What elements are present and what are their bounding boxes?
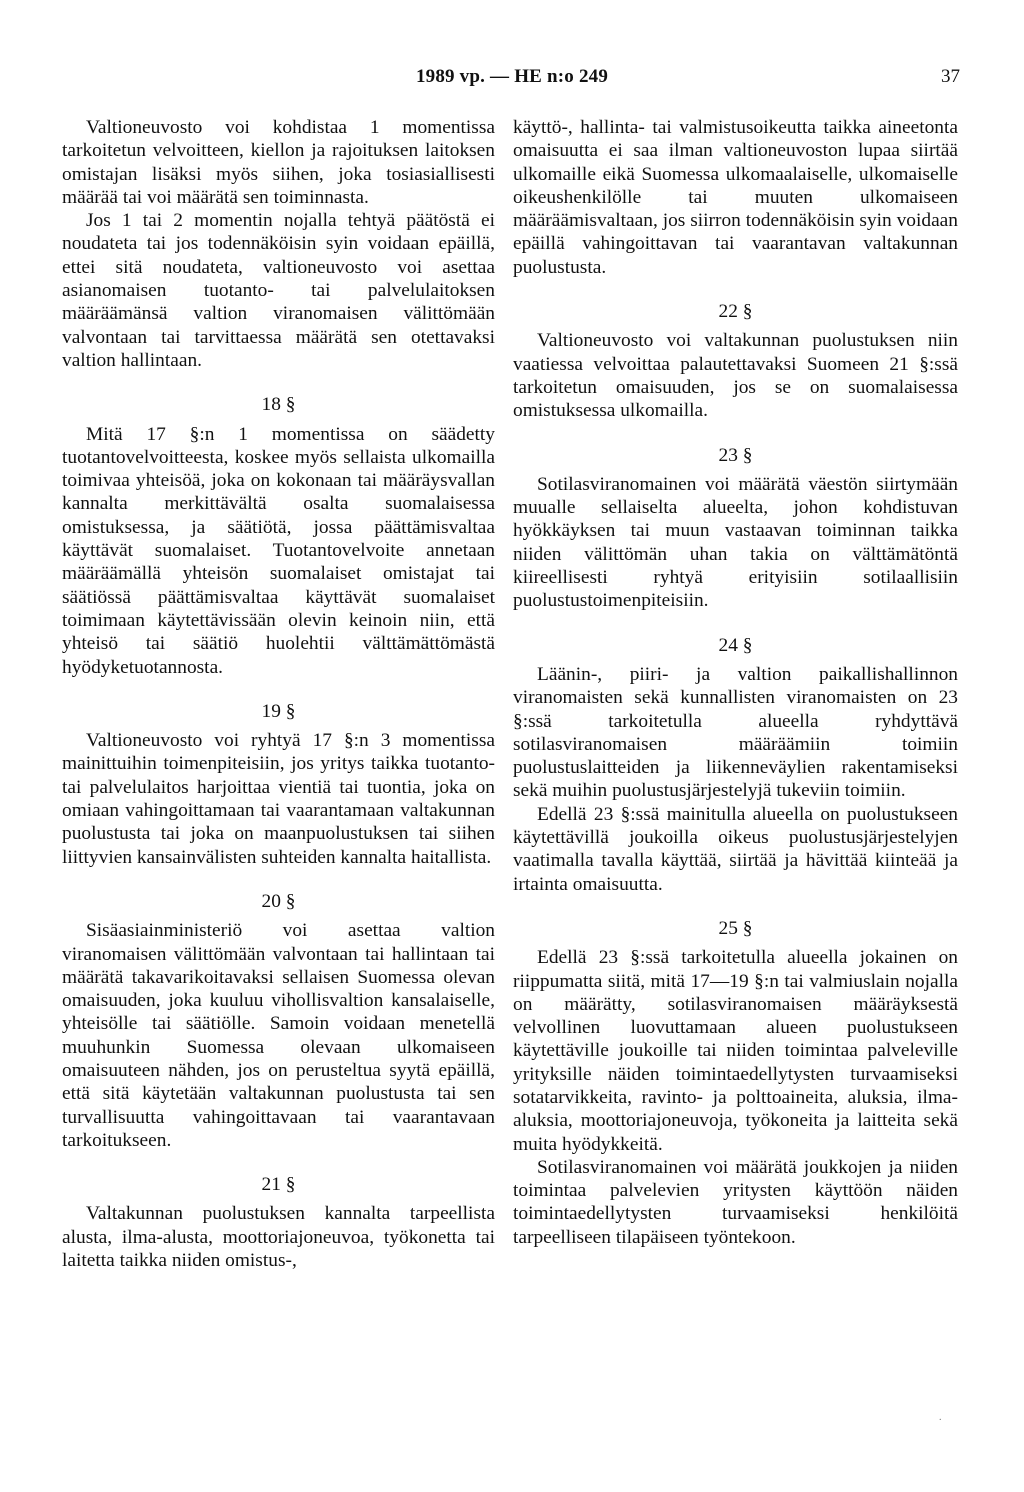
paragraph-continued: käyttö-, hallinta- tai valmistusoikeutta taikka aineetonta omaisuutta ei saa ilman valtioneuvoston lupaa siirtää ulkomaille eikä Suomessa ulkomaalaiselle, ulkomaiselle oikeushenkilölle tai muuten ulkomaiseen määräämisvaltaan, jos siirron todennäköisin syin voidaan epäillä vahingoittavan tai vaarantavan valtakunnan puolustusta. (513, 117, 958, 278)
paragraph: Valtioneuvosto voi ryhtyä 17 §:n 3 momentissa mainittuihin toimenpiteisiin, jos yritys taikka tuotanto- tai palvelulaitos harjoittaa vientiä tai tuontia, joka on omiaan vahingoittamaan tai vaarantamaan valtakunnan puolustusta tai joka on maanpuolustuksen tai siihen liittyvien kansainvälisten suhteiden kannalta haitallista. (62, 730, 495, 868)
paragraph: Valtakunnan puolustuksen kannalta tarpeellista alusta, ilma-alusta, moottoriajoneuvoa, työkonetta tai laitetta taikka niiden omistus-, (62, 1203, 495, 1272)
paragraph: Edellä 23 §:ssä mainitulla alueella on puolustukseen käytettävillä joukoilla oikeus puolustusjärjestelyjen vaatimalla tavalla käyttää, siirtää ja hävittää kiinteää ja irtainta omaisuutta. (513, 803, 958, 895)
paragraph: Sisäasiainministeriö voi asettaa valtion viranomaisen välittömään valvontaan tai hallintaan tai määrätä takavarikoitavaksi sellaisen Suomessa olevan omaisuuden, joka kuuluu vihollisvaltion kansalaiselle, yhteisölle tai säätiölle. Samoin voidaan menetellä muuhunkin Suomessa olevaan ulkomaiseen omaisuuteen nähden, jos on perusteltua syytä epäillä, että sitä käytetään valtakunnan puolustusta tai sen turvallisuutta vahingoittavaan tai vaarantavaan tarkoitukseen. (62, 920, 495, 1151)
paragraph: Läänin-, piiri- ja valtion paikallishallinnon viranomaisten sekä kunnallisten viranomaisten on 23 §:ssä tarkoitetulla alueella ryhdyttävä sotilasviranomaisen määräämiin toimiin puolustuslaitteiden ja liikenneväylien rakentamiseksi sekä muihin puolustusjärjestelyjä tukeviin toimiin. (513, 663, 958, 802)
section-heading-20: 20 § (261, 890, 296, 912)
section-heading-25: 25 § (718, 917, 753, 939)
page-header (0, 66, 1024, 90)
right-column (513, 116, 958, 1249)
left-column (62, 116, 495, 1272)
paragraph: Valtioneuvosto voi valtakunnan puolustuksen niin vaatiessa velvoittaa palautettavaksi Suomeen 21 §:ssä tarkoitetun omaisuuden, jos se on suomalaisessa omistuksessa ulkomailla. (513, 330, 958, 422)
section-heading-23: 23 § (718, 444, 753, 466)
paragraph: Jos 1 tai 2 momentin nojalla tehtyä päätöstä ei noudateta tai jos todennäköisin syin voidaan epäillä, ettei sitä noudateta, valtioneuvosto voi asettaa asianomaisen tuotanto- tai palvelulaitoksen määräämänsä valtion viranomaisen välittömään valvontaan tai tarvittaessa määrätä sen otettavaksi valtion hallintaan. (62, 210, 495, 371)
paragraph: Sotilasviranomainen voi määrätä väestön siirtymään muualle sellaiselta alueelta, johon kohdistuvan hyökkäyksen tai muun vastaavan toiminnan taikka niiden välittömän uhan takia on välttämätöntä kiireellisesti ryhtyä erityisiin sotilaallisiin puolustustoimenpiteisiin. (513, 473, 958, 612)
section-heading-18: 18 § (261, 394, 296, 416)
section-heading-21: 21 § (261, 1174, 296, 1196)
section-heading-22: 22 § (718, 301, 753, 323)
header-title: 1989 vp. — HE n:o 249 (415, 66, 609, 87)
paragraph: Edellä 23 §:ssä tarkoitetulla alueella jokainen on riippumatta siitä, mitä 17—19 §:n tai valmiuslain nojalla on määrätty, sotilasviranomaisen määräyksestä velvollinen luovuttamaan alueen puolustukseen käytettäville joukoille tai niiden toimintaa palveleville yrityksille näiden toimintaedellytysten turvaamiseksi sotatarvikkeita, ravinto- ja polttoaineita, aluksia, ilma-aluksia, moottoriajoneuvoja, työkoneita ja laitteita sekä muita hyödykkeitä. (513, 947, 958, 1155)
scan-speck: . (939, 1412, 942, 1423)
page-number: 37 (941, 66, 960, 87)
paragraph: Mitä 17 §:n 1 momentissa on säädetty tuotantovelvoitteesta, koskee myös sellaista ulkomailla toimivaa yhteisöä, joka on kokonaan tai määräysvallan kannalta merkittävältä osalta suomalaisessa omistuksessa, ja säätiötä, jossa päättämisvaltaa käyttävät suomalaiset. Tuotantovelvoite annetaan määräämällä yhteisön suomalaiset omistajat tai säätiössä päättämisvaltaa käyttävät suomalaiset toimimaan käytettävissään olevin keinoin niin, että yhteisö tai säätiö huolehtii välttämättömästä hyödyketuotannosta. (62, 423, 495, 678)
paragraph: Valtioneuvosto voi kohdistaa 1 momentissa tarkoitetun velvoitteen, kiellon ja rajoituksen laitoksen omistajan lisäksi myös siihen, joka tosiasiallisesti määrää tai voi määrätä sen toiminnasta. (62, 117, 495, 208)
section-heading-24: 24 § (718, 634, 753, 656)
paragraph: Sotilasviranomainen voi määrätä joukkojen ja niiden toimintaa palvelevien yritysten käyttöön näiden toimintaedellytysten turvaamiseksi henkilöitä tarpeelliseen tilapäiseen työntekoon. (513, 1156, 958, 1248)
section-heading-19: 19 § (261, 700, 296, 722)
